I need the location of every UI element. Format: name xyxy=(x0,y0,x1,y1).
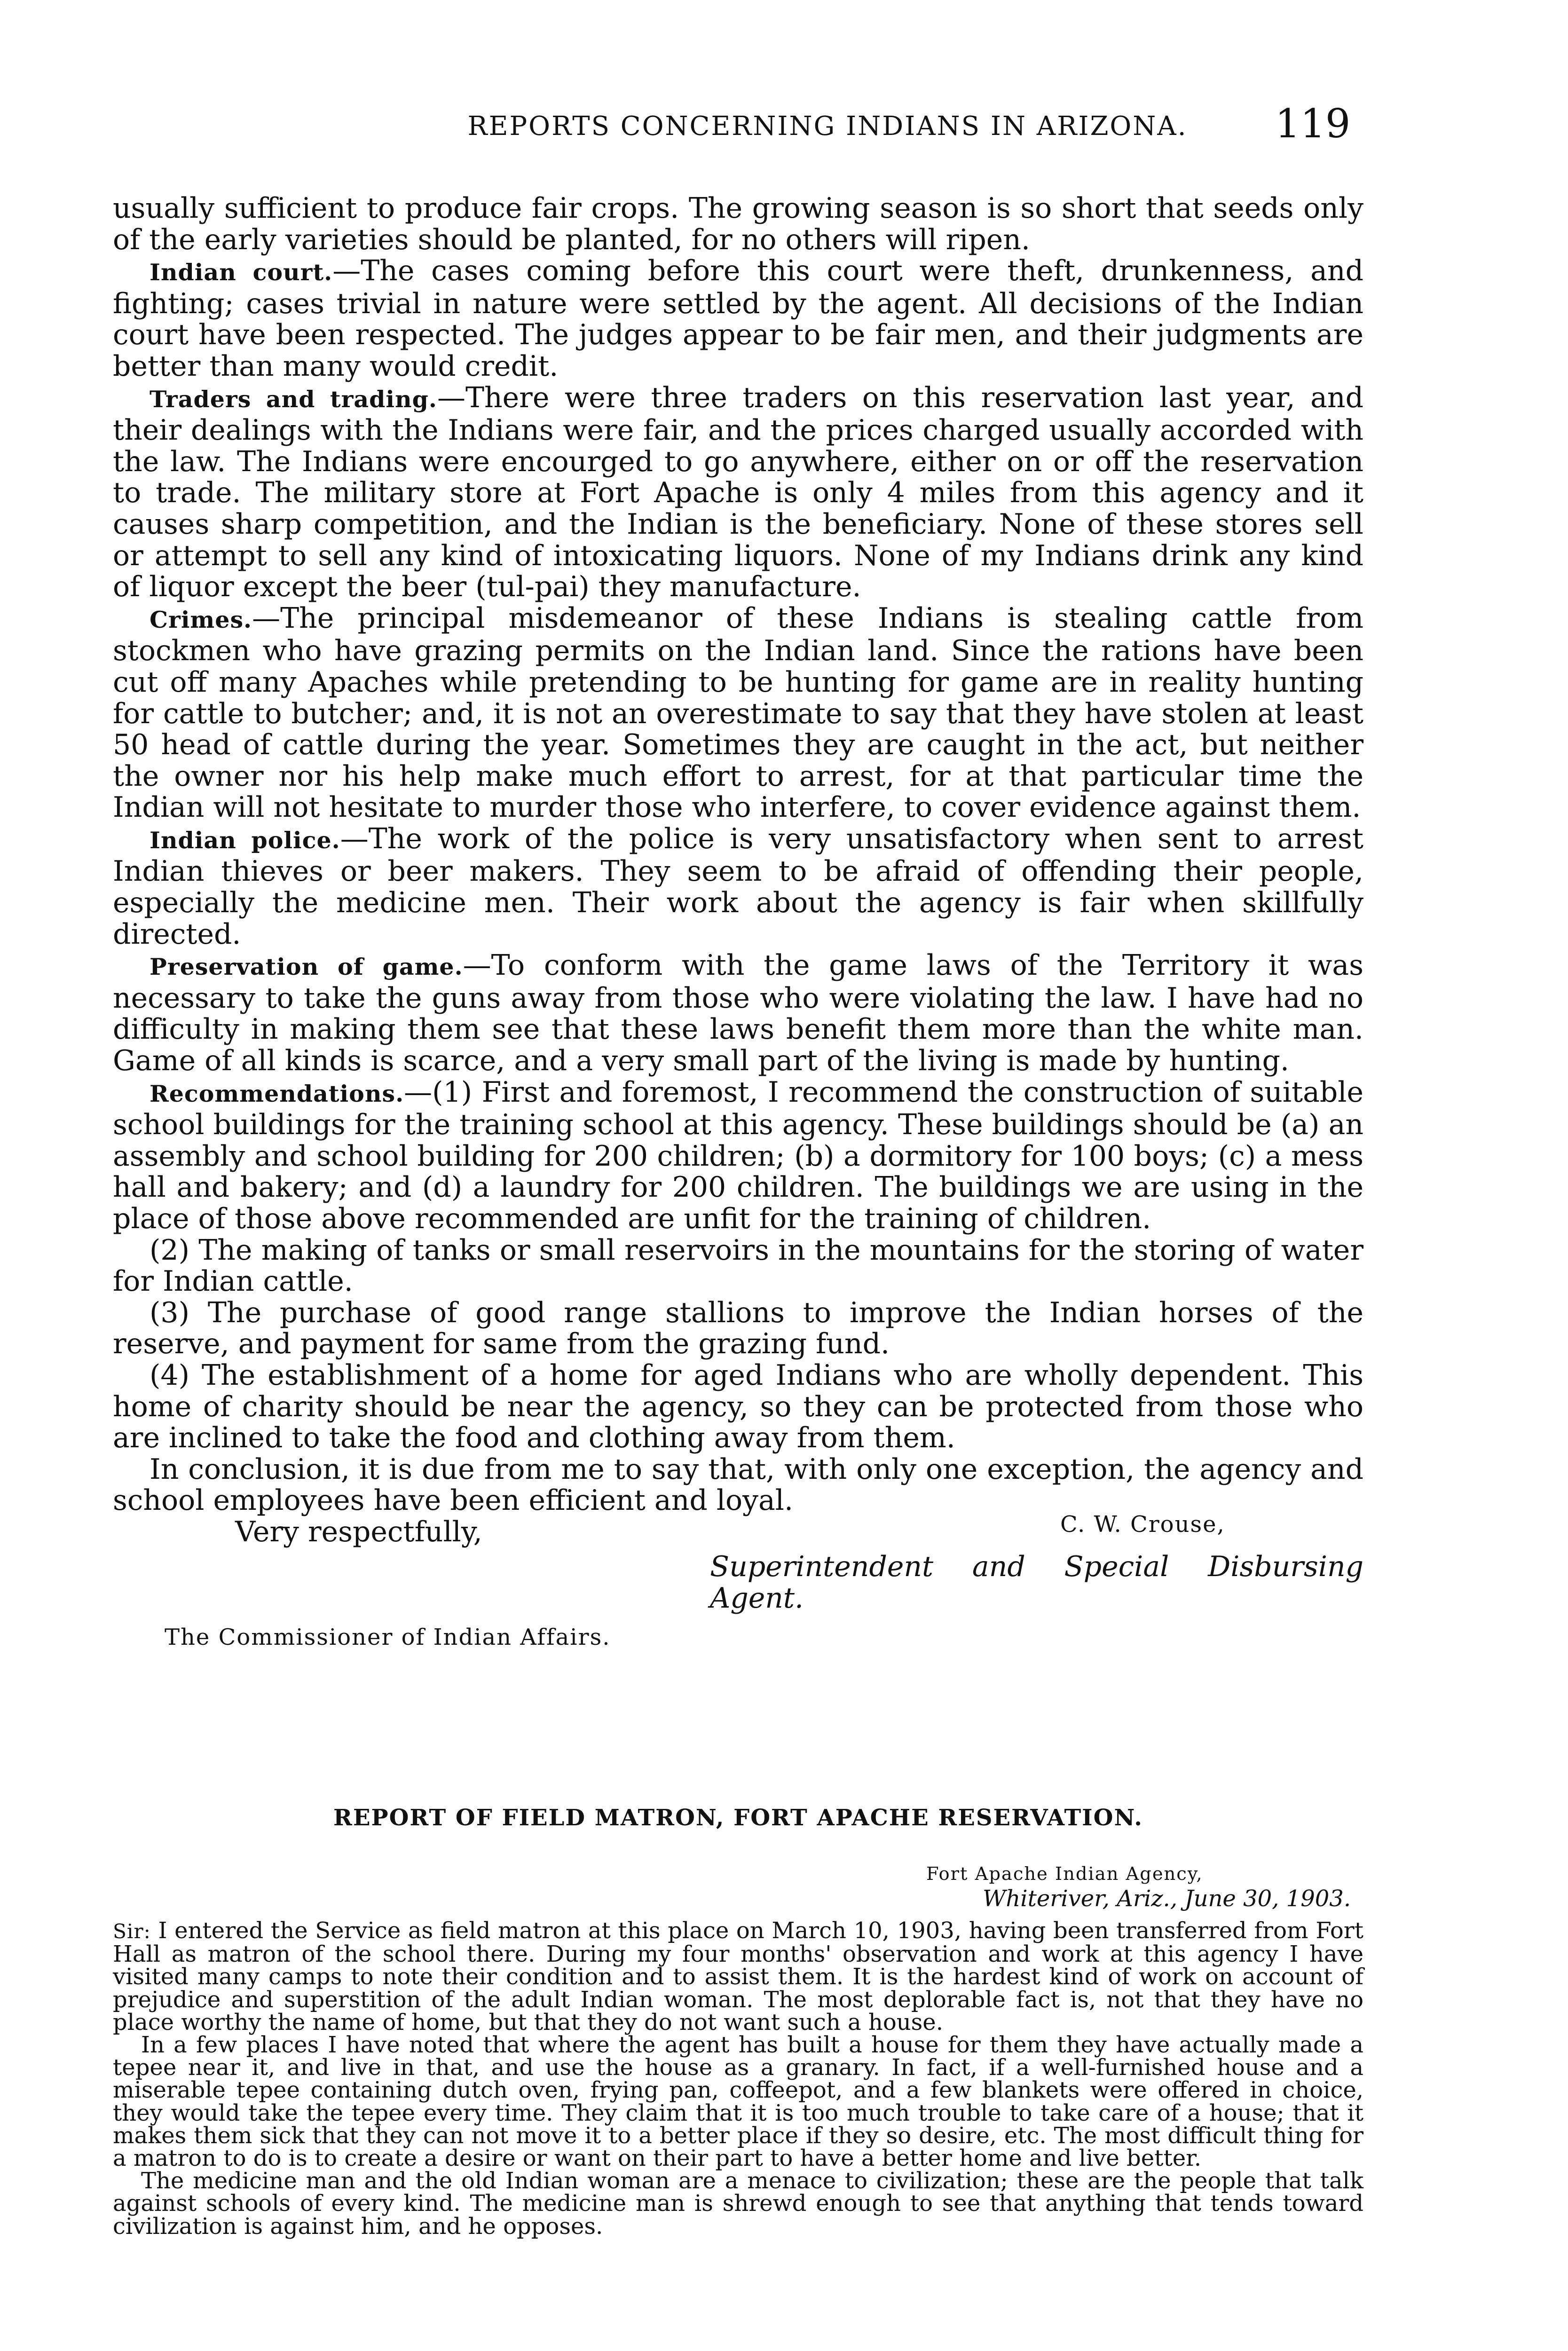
heading-police: Indian police. xyxy=(150,826,340,854)
report-paragraph-1 xyxy=(113,1919,1363,2034)
addressee xyxy=(165,1620,1363,1653)
letter-body xyxy=(113,193,1363,1653)
paragraph-recommendation-3: (3) The purchase of good range stallions to improve the Indian horses of the reserve, and payment for same from the grazing fund. xyxy=(113,1296,1363,1361)
report-paragraph-1-text: I entered the Service as field matron at this place on March 10, 1903, having been transferred from Fort Hall as matron of the school there. During my four months' observation and work at this agency I have visited many camps to note their condition and to assist them. It is the hardest kind of work on account of prejudice and superstition of the adult Indian woman. The most deplorable fact is, not that they have no place worthy the name of home, but that they do not want such a house. xyxy=(113,1917,1364,2035)
report-body xyxy=(113,1919,1363,2238)
page-number: 119 xyxy=(1275,101,1351,147)
heading-crimes: Crimes. xyxy=(150,606,252,633)
salutation: Sir: xyxy=(113,1920,151,1943)
paragraph-crops: usually sufficient to produce fair crops. The growing season is so short that seeds only of the early varieties should be planted, for no others will ripen. xyxy=(113,192,1363,256)
paragraph-recommendations xyxy=(113,1077,1363,1235)
paragraph-recommendation-4: (4) The establishment of a home for aged Indians who are wholly dependent. This home of charity should be near the agency, so they can be protected from those who are inclined to take the food and clothing away from them. xyxy=(113,1358,1363,1455)
signer-title: Superintendent and Special Disbursing Agent. xyxy=(710,1550,1363,1615)
text-game: —To conform with the game laws of the Territory it was necessary to take the guns away from those who were violating the law. I have had no difficulty in making them see that these laws benefit them more than the white man. Game of all kinds is scarce, and a very small part of the living is made by hunting. xyxy=(113,949,1363,1078)
heading-recommendations: Recommendations. xyxy=(150,1080,404,1107)
addressee-text: The Commissioner of Indian Affairs. xyxy=(165,1624,611,1650)
paragraph-conclusion: In conclusion, it is due from me to say that, with only one exception, the agency and school employees have been efficient and loyal. xyxy=(113,1452,1363,1517)
report-dateline xyxy=(893,1862,1363,1911)
paragraph-recommendation-2: (2) The making of tanks or small reservoirs in the mountains for the storing of water for Indian cattle. xyxy=(113,1233,1363,1298)
heading-traders: Traders and trading. xyxy=(150,385,437,413)
report-paragraph-2: In a few places I have noted that where the agent has built a house for them they have actually made a tepee near it, and live in that, and use the house as a granary. In fact, if a well-furnished house and a miserable tepee containing dutch oven, frying pan, coffeepot, and a few blankets were offered in choice, they would take the tepee every time. They claim that it is too much trouble to take care of a house; that it makes them sick that they can not move it to a better place if they so desire, etc. The most difficult thing for a matron to do is to create a desire or want on their part to have a better home and live better. xyxy=(113,2032,1363,2172)
text-crimes: —The principal misdemeanor of these Indians is stealing cattle from stockmen who have grazing permits on the Indian land. Since the rations have been cut off many Apaches while pretending to be hunting for game are in reality hunting for cattle to butcher; and, it is not an overestimate to say that they have stolen at least 50 head of cattle during the year. Sometimes they are caught in the act, but neither the owner nor his help make much effort to arrest, for at that particular time the Indian will not hesitate to murder those who interfere, to cover evidence against them. xyxy=(113,601,1363,824)
paragraph-police xyxy=(113,823,1363,950)
report-paragraph-3: The medicine man and the old Indian woman are a menace to civilization; these are the people that talk against schools of every kind. The medicine man is shrewd enough to see that anything that tends toward civilization is against him, and he opposes. xyxy=(113,2168,1363,2240)
text-police: —The work of the police is very unsatisfactory when sent to arrest Indian thieves or beer makers. They seem to be afraid of offending their people, especially the medicine men. Their work about the agency is fair when skillfully directed. xyxy=(113,822,1363,951)
signer-name: C. W. Crouse, xyxy=(1060,1511,1225,1538)
report-location: Fort Apache Indian Agency, xyxy=(926,1863,1203,1885)
closing: Very respectfully, xyxy=(235,1515,482,1548)
running-header: REPORTS CONCERNING INDIANS IN ARIZONA. xyxy=(467,111,1188,142)
paragraph-indian-court xyxy=(113,255,1363,382)
paragraph-traders xyxy=(113,382,1363,603)
text-recommendations: —(1) First and foremost, I recommend the construction of suitable school buildings for the training school at this agency. These buildings should be (a) an assembly and school building for 200 children; (b) a dormitory for 100 boys; (c) a mess hall and bakery; and (d) a laundry for 200 children. The buildings we are using in the place of those above recommended are unfit for the training of children. xyxy=(113,1075,1363,1235)
signer-title-line xyxy=(113,1547,1363,1615)
text-indian-court: —The cases coming before this court were theft, drunkenness, and fighting; cases trivial in nature were settled by the agent. All decisions of the Indian court have been respected. The judges appear to be fair men, and their judgments are better than many would credit. xyxy=(113,254,1363,383)
signature-line xyxy=(113,1511,1363,1548)
text-traders: —There were three traders on this reservation last year, and their dealings with the Indians were fair, and the prices charged usually accorded with the law. The Indians were encourged to go anywhere, either on or off the reservation to trade. The military store at Fort Apache is only 4 miles from this agency and it causes sharp competition, and the Indian is the beneficiary. None of these stores sell or attempt to sell any kind of intoxicating liquors. None of my Indians drink any kind of liquor except the beer (tul-pai) they manufacture. xyxy=(113,381,1363,604)
heading-game: Preservation of game. xyxy=(150,953,463,981)
heading-indian-court: Indian court. xyxy=(150,259,333,286)
report-date: Whiteriver, Ariz., June 30, 1903. xyxy=(983,1886,1351,1912)
paragraph-crimes xyxy=(113,603,1363,823)
paragraph-game xyxy=(113,950,1363,1076)
report-title: REPORT OF FIELD MATRON, FORT APACHE RESERVATION. xyxy=(333,1805,1143,1831)
